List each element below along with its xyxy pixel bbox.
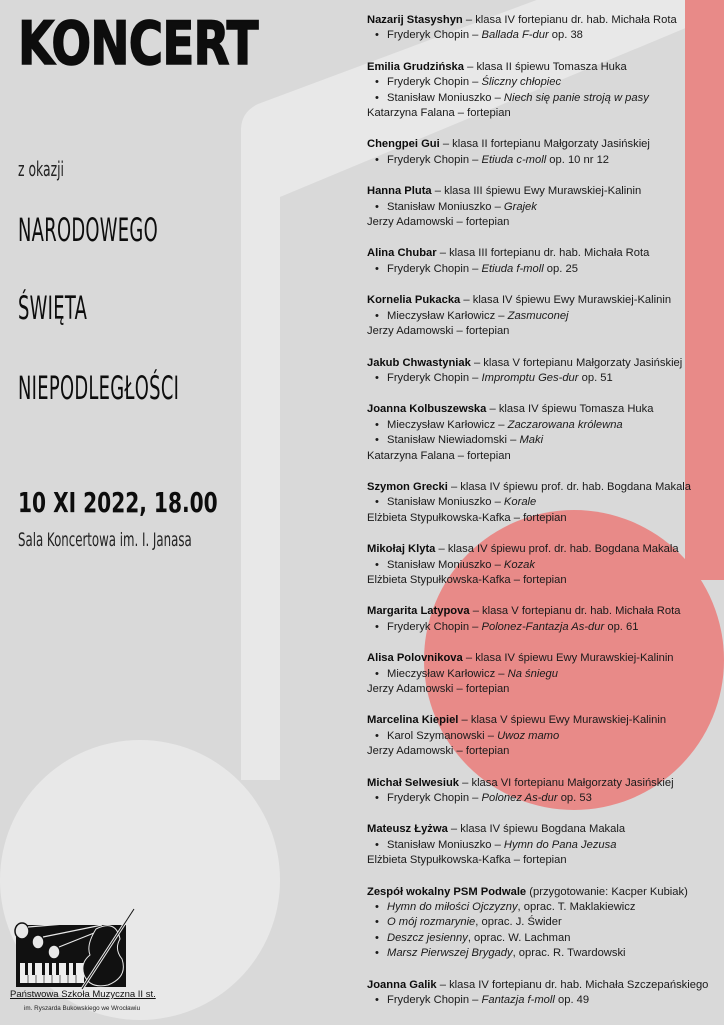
performance-entry	[367, 293, 722, 339]
piece-opus: op. 10 nr 12	[546, 153, 610, 166]
piece-item	[375, 729, 722, 744]
piece-composer: Mieczysław Karłowicz –	[387, 667, 508, 680]
piece-composer: Mieczysław Karłowicz –	[387, 309, 508, 322]
piece-item	[375, 75, 722, 90]
piece-item	[375, 309, 722, 324]
pieces-list	[367, 418, 722, 449]
performer-class: – klasa IV śpiewu Ewy Murawskiej-Kalinin	[460, 294, 672, 307]
performer-class: – klasa IV śpiewu prof. dr. hab. Bogdana Makala	[447, 480, 692, 493]
piece-title: Impromptu Ges-dur	[481, 371, 579, 384]
performer-line	[367, 713, 722, 728]
piece-item	[375, 91, 722, 106]
piece-opus: op. 25	[543, 262, 578, 275]
piece-composer: Stanisław Niewiadomski –	[387, 434, 520, 447]
performer-class: – klasa V fortepianu dr. hab. Michała Rota	[469, 605, 681, 618]
performer-class: – klasa III fortepianu dr. hab. Michała Rota	[436, 247, 650, 260]
piece-title: Fantazja f-moll	[481, 994, 555, 1007]
piece-composer: Stanisław Moniuszko –	[387, 496, 504, 509]
performance-entry	[367, 978, 722, 1009]
performer-class: – klasa V śpiewu Ewy Murawskiej-Kalinin	[458, 714, 667, 727]
piece-composer: Fryderyk Chopin –	[387, 792, 482, 805]
performer-line	[367, 885, 722, 900]
performance-entry	[367, 885, 722, 962]
piece-composer: Fryderyk Chopin –	[387, 262, 482, 275]
heading-line-2: ŚWIĘTA	[18, 289, 88, 327]
piece-title: Kozak	[503, 558, 535, 571]
performer-line	[367, 402, 722, 417]
school-logo	[10, 905, 156, 1015]
piece-title: Uwoz mamo	[497, 729, 560, 742]
performer-name: Mikołaj Klyta	[367, 543, 436, 556]
performer-class: – klasa VI fortepianu Małgorzaty Jasińskiej	[459, 776, 674, 789]
piece-item	[375, 838, 722, 853]
pieces-list	[367, 371, 722, 386]
performer-class: – klasa IV fortepianu dr. hab. Michała Rota	[462, 14, 677, 26]
piece-opus: op. 53	[557, 792, 592, 805]
performer-line	[367, 60, 722, 75]
pieces-list	[367, 558, 722, 573]
piece-item	[375, 620, 722, 635]
performer-name: Zespół wokalny PSM Podwale	[367, 885, 527, 898]
piece-title: Niech się panie stroją w pasy	[503, 91, 649, 104]
piece-item	[375, 495, 722, 510]
pieces-list	[367, 28, 722, 43]
performer-name: Alisa Polovnikova	[367, 652, 463, 665]
piece-item	[375, 993, 722, 1008]
performer-line	[367, 184, 722, 199]
piece-opus: , oprac. J. Świder	[475, 916, 562, 929]
performer-name: Joanna Galik	[367, 978, 437, 991]
performance-entry	[367, 776, 722, 807]
performer-class: – klasa III śpiewu Ewy Murawskiej-Kalinin	[431, 185, 642, 198]
piece-composer: Stanisław Moniuszko –	[387, 838, 504, 851]
performer-name: Emilia Grudzińska	[367, 60, 464, 73]
piece-title: O mój rozmarynie	[387, 916, 476, 929]
performer-line	[367, 604, 722, 619]
piece-opus: op. 61	[604, 620, 639, 633]
performer-line	[367, 978, 722, 993]
piece-title: Śliczny chłopiec	[481, 76, 562, 89]
pieces-list	[367, 900, 722, 962]
performer-class: – klasa IV śpiewu Ewy Murawskiej-Kalinin	[462, 652, 674, 665]
piece-opus: , oprac. R. Twardowski	[512, 947, 626, 960]
performer-line	[367, 356, 722, 371]
piece-item	[375, 558, 722, 573]
piece-composer: Mieczysław Karłowicz –	[387, 418, 508, 431]
performer-class: – klasa II śpiewu Tomasza Huka	[464, 60, 627, 73]
school-patron: im. Ryszarda Bukowskiego we Wrocławiu	[24, 1005, 141, 1012]
performer-name: Margarita Latypova	[367, 605, 470, 618]
performance-entry	[367, 356, 722, 387]
performer-line	[367, 13, 722, 28]
performer-name: Jakub Chwastyniak	[367, 356, 471, 369]
piece-item	[375, 200, 722, 215]
heading-line-3: NIEPODLEGŁOŚCI	[18, 369, 180, 407]
piece-title: Etiuda c-moll	[481, 153, 547, 166]
piece-opus: , oprac. W. Lachman	[467, 931, 571, 944]
performance-entry	[367, 137, 722, 168]
piece-item	[375, 946, 722, 961]
piece-composer: Stanisław Moniuszko –	[387, 558, 504, 571]
performer-class: – klasa II fortepianu Małgorzaty Jasińskiej	[439, 138, 650, 151]
accompanist: Jerzy Adamowski – fortepian	[367, 683, 510, 695]
performer-class: – klasa IV śpiewu prof. dr. hab. Bogdana Makala	[435, 543, 679, 556]
piece-composer: Fryderyk Chopin –	[387, 620, 482, 633]
piece-opus: , oprac. T. Maklakiewicz	[517, 901, 636, 914]
piece-composer: Stanisław Moniuszko –	[387, 91, 504, 104]
piece-title: Hymn do miłości Ojczyzny	[387, 901, 518, 914]
performer-name: Szymon Grecki	[367, 480, 448, 493]
piece-item	[375, 667, 722, 682]
piece-title: Polonez-Fantazja As-dur	[481, 620, 605, 633]
performance-entry	[367, 713, 722, 759]
pieces-list	[367, 993, 722, 1008]
performance-entry	[367, 246, 722, 277]
piece-composer: Karol Szymanowski –	[387, 729, 498, 742]
pieces-list	[367, 838, 722, 853]
piece-opus: op. 38	[548, 29, 583, 42]
performance-entry	[367, 604, 722, 635]
event-venue: Sala Koncertowa im. I. Janasa	[18, 529, 192, 551]
poster-title: KONCERT	[18, 9, 258, 79]
performer-name: Nazarij Stasyshyn	[367, 14, 463, 26]
performer-line	[367, 480, 722, 495]
piece-opus: op. 51	[578, 371, 613, 384]
performer-line	[367, 651, 722, 666]
piece-composer: Fryderyk Chopin –	[387, 76, 482, 89]
piece-composer: Stanisław Moniuszko –	[387, 200, 504, 213]
performance-entry	[367, 402, 722, 464]
piece-title: Grajek	[503, 200, 537, 213]
instruments-logo-icon	[10, 905, 140, 991]
piece-item	[375, 371, 722, 386]
piece-item	[375, 418, 722, 433]
performer-name: Alina Chubar	[367, 247, 437, 260]
piece-title: Maki	[519, 434, 544, 447]
piece-composer: Fryderyk Chopin –	[387, 994, 482, 1007]
performer-name: Mateusz Łyżwa	[367, 823, 448, 836]
piece-title: Zasmuconej	[507, 309, 569, 322]
pieces-list	[367, 667, 722, 682]
performer-name: Marcelina Kiepiel	[367, 714, 459, 727]
piece-title: Na śniegu	[507, 667, 558, 680]
event-date-time: 10 XI 2022, 18.00	[18, 486, 218, 519]
piece-item	[375, 433, 722, 448]
performance-entry	[367, 822, 722, 868]
performer-class: – klasa IV fortepianu dr. hab. Michała Szczepańskiego	[436, 978, 709, 991]
performer-name: Joanna Kolbuszewska	[367, 403, 487, 416]
accompanist: Elżbieta Stypułkowska-Kafka – fortepian	[367, 573, 567, 586]
piece-composer: Fryderyk Chopin –	[387, 371, 482, 384]
performance-entry	[367, 13, 722, 44]
performer-class: – klasa IV śpiewu Tomasza Huka	[486, 403, 654, 416]
accompanist: Elżbieta Stypułkowska-Kafka – fortepian	[367, 854, 567, 867]
accompanist: Jerzy Adamowski – fortepian	[367, 745, 510, 758]
accompanist: Jerzy Adamowski – fortepian	[367, 325, 510, 338]
piece-item	[375, 915, 722, 930]
piece-composer: Fryderyk Chopin –	[387, 29, 482, 42]
piece-item	[375, 28, 722, 43]
piece-title: Ballada F-dur	[481, 29, 549, 42]
piece-item	[375, 153, 722, 168]
performance-entry	[367, 60, 722, 122]
accompanist: Katarzyna Falana – fortepian	[367, 449, 511, 462]
piece-title: Etiuda f-moll	[481, 262, 544, 275]
performer-class: – klasa IV śpiewu Bogdana Makala	[447, 823, 626, 836]
piece-item	[375, 262, 722, 277]
pieces-list	[367, 153, 722, 168]
piece-title: Marsz Pierwszej Brygady	[387, 947, 513, 960]
performer-name: Michał Selwesiuk	[367, 776, 460, 789]
performance-entry	[367, 542, 722, 588]
performer-class: – klasa V fortepianu Małgorzaty Jasińskiej	[470, 356, 683, 369]
performance-entry	[367, 184, 722, 230]
performer-line	[367, 542, 722, 557]
performer-line	[367, 822, 722, 837]
accompanist: Jerzy Adamowski – fortepian	[367, 216, 510, 229]
accompanist: Elżbieta Stypułkowska-Kafka – fortepian	[367, 511, 567, 524]
accompanist: Katarzyna Falana – fortepian	[367, 107, 511, 120]
concert-program	[367, 13, 722, 1025]
piece-composer: Fryderyk Chopin –	[387, 153, 482, 166]
performer-line	[367, 137, 722, 152]
heading-line-1: NARODOWEGO	[18, 211, 158, 249]
pieces-list	[367, 309, 722, 324]
piece-title: Zaczarowana królewna	[507, 418, 623, 431]
pieces-list	[367, 200, 722, 215]
pieces-list	[367, 75, 722, 106]
pieces-list	[367, 262, 722, 277]
pieces-list	[367, 729, 722, 744]
occasion-text: z okazji	[18, 157, 65, 181]
piece-item	[375, 900, 722, 915]
pieces-list	[367, 791, 722, 806]
performer-line	[367, 246, 722, 261]
school-name: Państwowa Szkoła Muzyczna II st.	[10, 989, 156, 1000]
performer-line	[367, 293, 722, 308]
piece-item	[375, 791, 722, 806]
pieces-list	[367, 620, 722, 635]
performance-entry	[367, 651, 722, 697]
performer-class: (przygotowanie: Kacper Kubiak)	[526, 885, 688, 898]
pieces-list	[367, 495, 722, 510]
performer-name: Chengpei Gui	[367, 138, 440, 151]
piece-title: Korale	[503, 496, 537, 509]
performer-name: Kornelia Pukacka	[367, 294, 461, 307]
performer-name: Hanna Pluta	[367, 185, 432, 198]
performer-line	[367, 776, 722, 791]
piece-title: Hymn do Pana Jezusa	[503, 838, 617, 851]
piece-title: Polonez As-dur	[481, 792, 558, 805]
piece-title: Deszcz jesienny	[387, 931, 468, 944]
performance-entry	[367, 480, 722, 526]
piece-item	[375, 931, 722, 946]
piece-opus: op. 49	[554, 994, 590, 1007]
